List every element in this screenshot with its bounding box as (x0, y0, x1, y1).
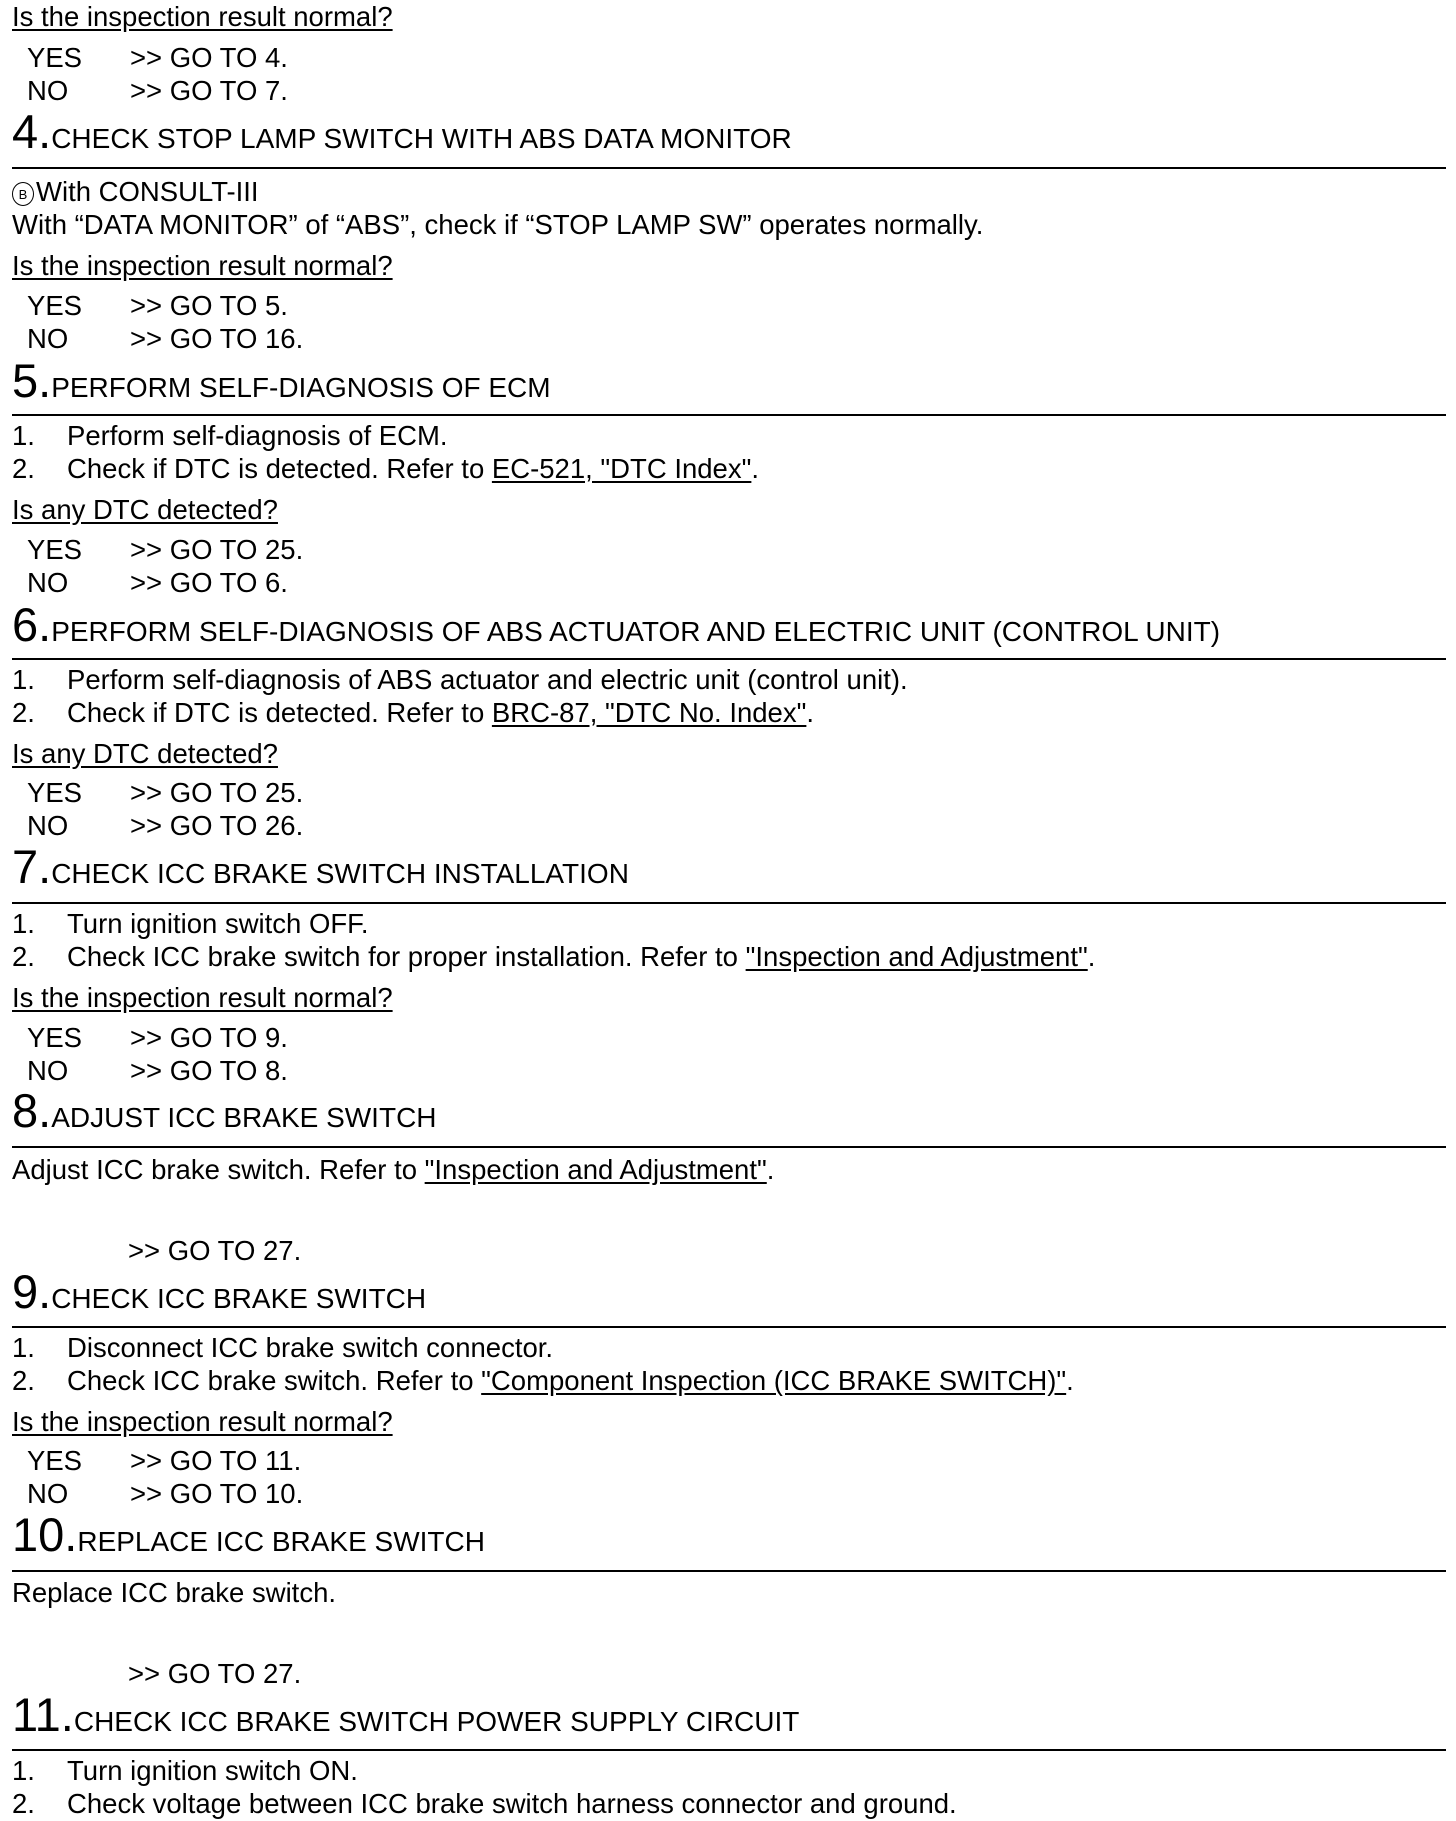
dtc-question: Is any DTC detected? (12, 738, 278, 769)
step-10-instruction: Replace ICC brake switch. (12, 1577, 337, 1608)
goto-line: >> GO TO 27. (128, 1235, 302, 1266)
divider (12, 1749, 1446, 1751)
step-9-heading: 9.CHECK ICC BRAKE SWITCH (12, 1265, 427, 1318)
step-8-instruction: Adjust ICC brake switch. Refer to "Inspection and Adjustment". (12, 1154, 775, 1185)
answer-yes: YES >> GO TO 25. (27, 534, 304, 565)
ref-link-inspection-adjustment[interactable]: "Inspection and Adjustment" (745, 941, 1088, 972)
answer-no: NO >> GO TO 26. (27, 810, 304, 841)
answer-no: NO >> GO TO 10. (27, 1478, 304, 1509)
answer-yes: YES >> GO TO 4. (27, 42, 288, 73)
list-item: 1. Perform self-diagnosis of ABS actuator and electric unit (control unit). (12, 664, 908, 695)
divider (12, 1146, 1446, 1148)
answer-no: NO >> GO TO 6. (27, 567, 288, 598)
inspection-question: Is the inspection result normal? (12, 982, 393, 1013)
ref-link-ec521[interactable]: EC-521, "DTC Index" (491, 453, 752, 484)
goto-line: >> GO TO 27. (128, 1658, 302, 1689)
inspection-question: Is the inspection result normal? (12, 1406, 393, 1437)
step-6-heading: 6.PERFORM SELF-DIAGNOSIS OF ABS ACTUATOR AND ELECTRIC UNIT (CONTROL UNIT) (12, 598, 1221, 651)
dtc-question: Is any DTC detected? (12, 494, 278, 525)
step-8-heading: 8.ADJUST ICC BRAKE SWITCH (12, 1084, 437, 1137)
list-item: 2. Check if DTC is detected. Refer to EC-521, "DTC Index". (12, 453, 760, 484)
ref-link-inspection-adjustment[interactable]: "Inspection and Adjustment" (424, 1154, 767, 1185)
step-4-instruction: With “DATA MONITOR” of “ABS”, check if “STOP LAMP SW” operates normally. (12, 209, 984, 240)
divider (12, 1326, 1446, 1328)
answer-yes: YES >> GO TO 25. (27, 777, 304, 808)
step-11-heading: 11.CHECK ICC BRAKE SWITCH POWER SUPPLY CIRCUIT (12, 1688, 800, 1741)
answer-yes: YES >> GO TO 5. (27, 290, 288, 321)
answer-no: NO >> GO TO 16. (27, 323, 304, 354)
ref-link-component-inspection[interactable]: "Component Inspection (ICC BRAKE SWITCH)" (481, 1365, 1067, 1396)
divider (12, 1570, 1446, 1572)
step-5-heading: 5.PERFORM SELF-DIAGNOSIS OF ECM (12, 354, 551, 407)
consult-icon: B (12, 182, 34, 206)
inspection-question: Is the inspection result normal? (12, 1, 393, 32)
step-10-heading: 10.REPLACE ICC BRAKE SWITCH (12, 1508, 485, 1561)
consult-line: B With CONSULT-III (12, 175, 259, 209)
answer-yes: YES >> GO TO 9. (27, 1022, 288, 1053)
list-item: 2. Check ICC brake switch. Refer to "Component Inspection (ICC BRAKE SWITCH)". (12, 1365, 1074, 1396)
list-item: 1. Perform self-diagnosis of ECM. (12, 420, 448, 451)
divider (12, 414, 1446, 416)
step-4-heading: 4.CHECK STOP LAMP SWITCH WITH ABS DATA MONITOR (12, 105, 792, 158)
answer-no: NO >> GO TO 8. (27, 1055, 288, 1086)
list-item: 1. Turn ignition switch ON. (12, 1755, 358, 1786)
list-item: 2. Check voltage between ICC brake switch harness connector and ground. (12, 1788, 957, 1819)
ref-link-brc87[interactable]: BRC-87, "DTC No. Index" (491, 697, 807, 728)
list-item: 2. Check ICC brake switch for proper installation. Refer to "Inspection and Adjustment". (12, 941, 1096, 972)
inspection-question: Is the inspection result normal? (12, 250, 393, 281)
list-item: 1. Disconnect ICC brake switch connector. (12, 1332, 554, 1363)
list-item: 2. Check if DTC is detected. Refer to BRC-87, "DTC No. Index". (12, 697, 815, 728)
answer-no: NO >> GO TO 7. (27, 75, 288, 106)
list-item: 1. Turn ignition switch OFF. (12, 908, 369, 939)
divider (12, 658, 1446, 660)
answer-yes: YES >> GO TO 11. (27, 1445, 302, 1476)
divider (12, 167, 1446, 169)
divider (12, 902, 1446, 904)
step-7-heading: 7.CHECK ICC BRAKE SWITCH INSTALLATION (12, 840, 629, 893)
